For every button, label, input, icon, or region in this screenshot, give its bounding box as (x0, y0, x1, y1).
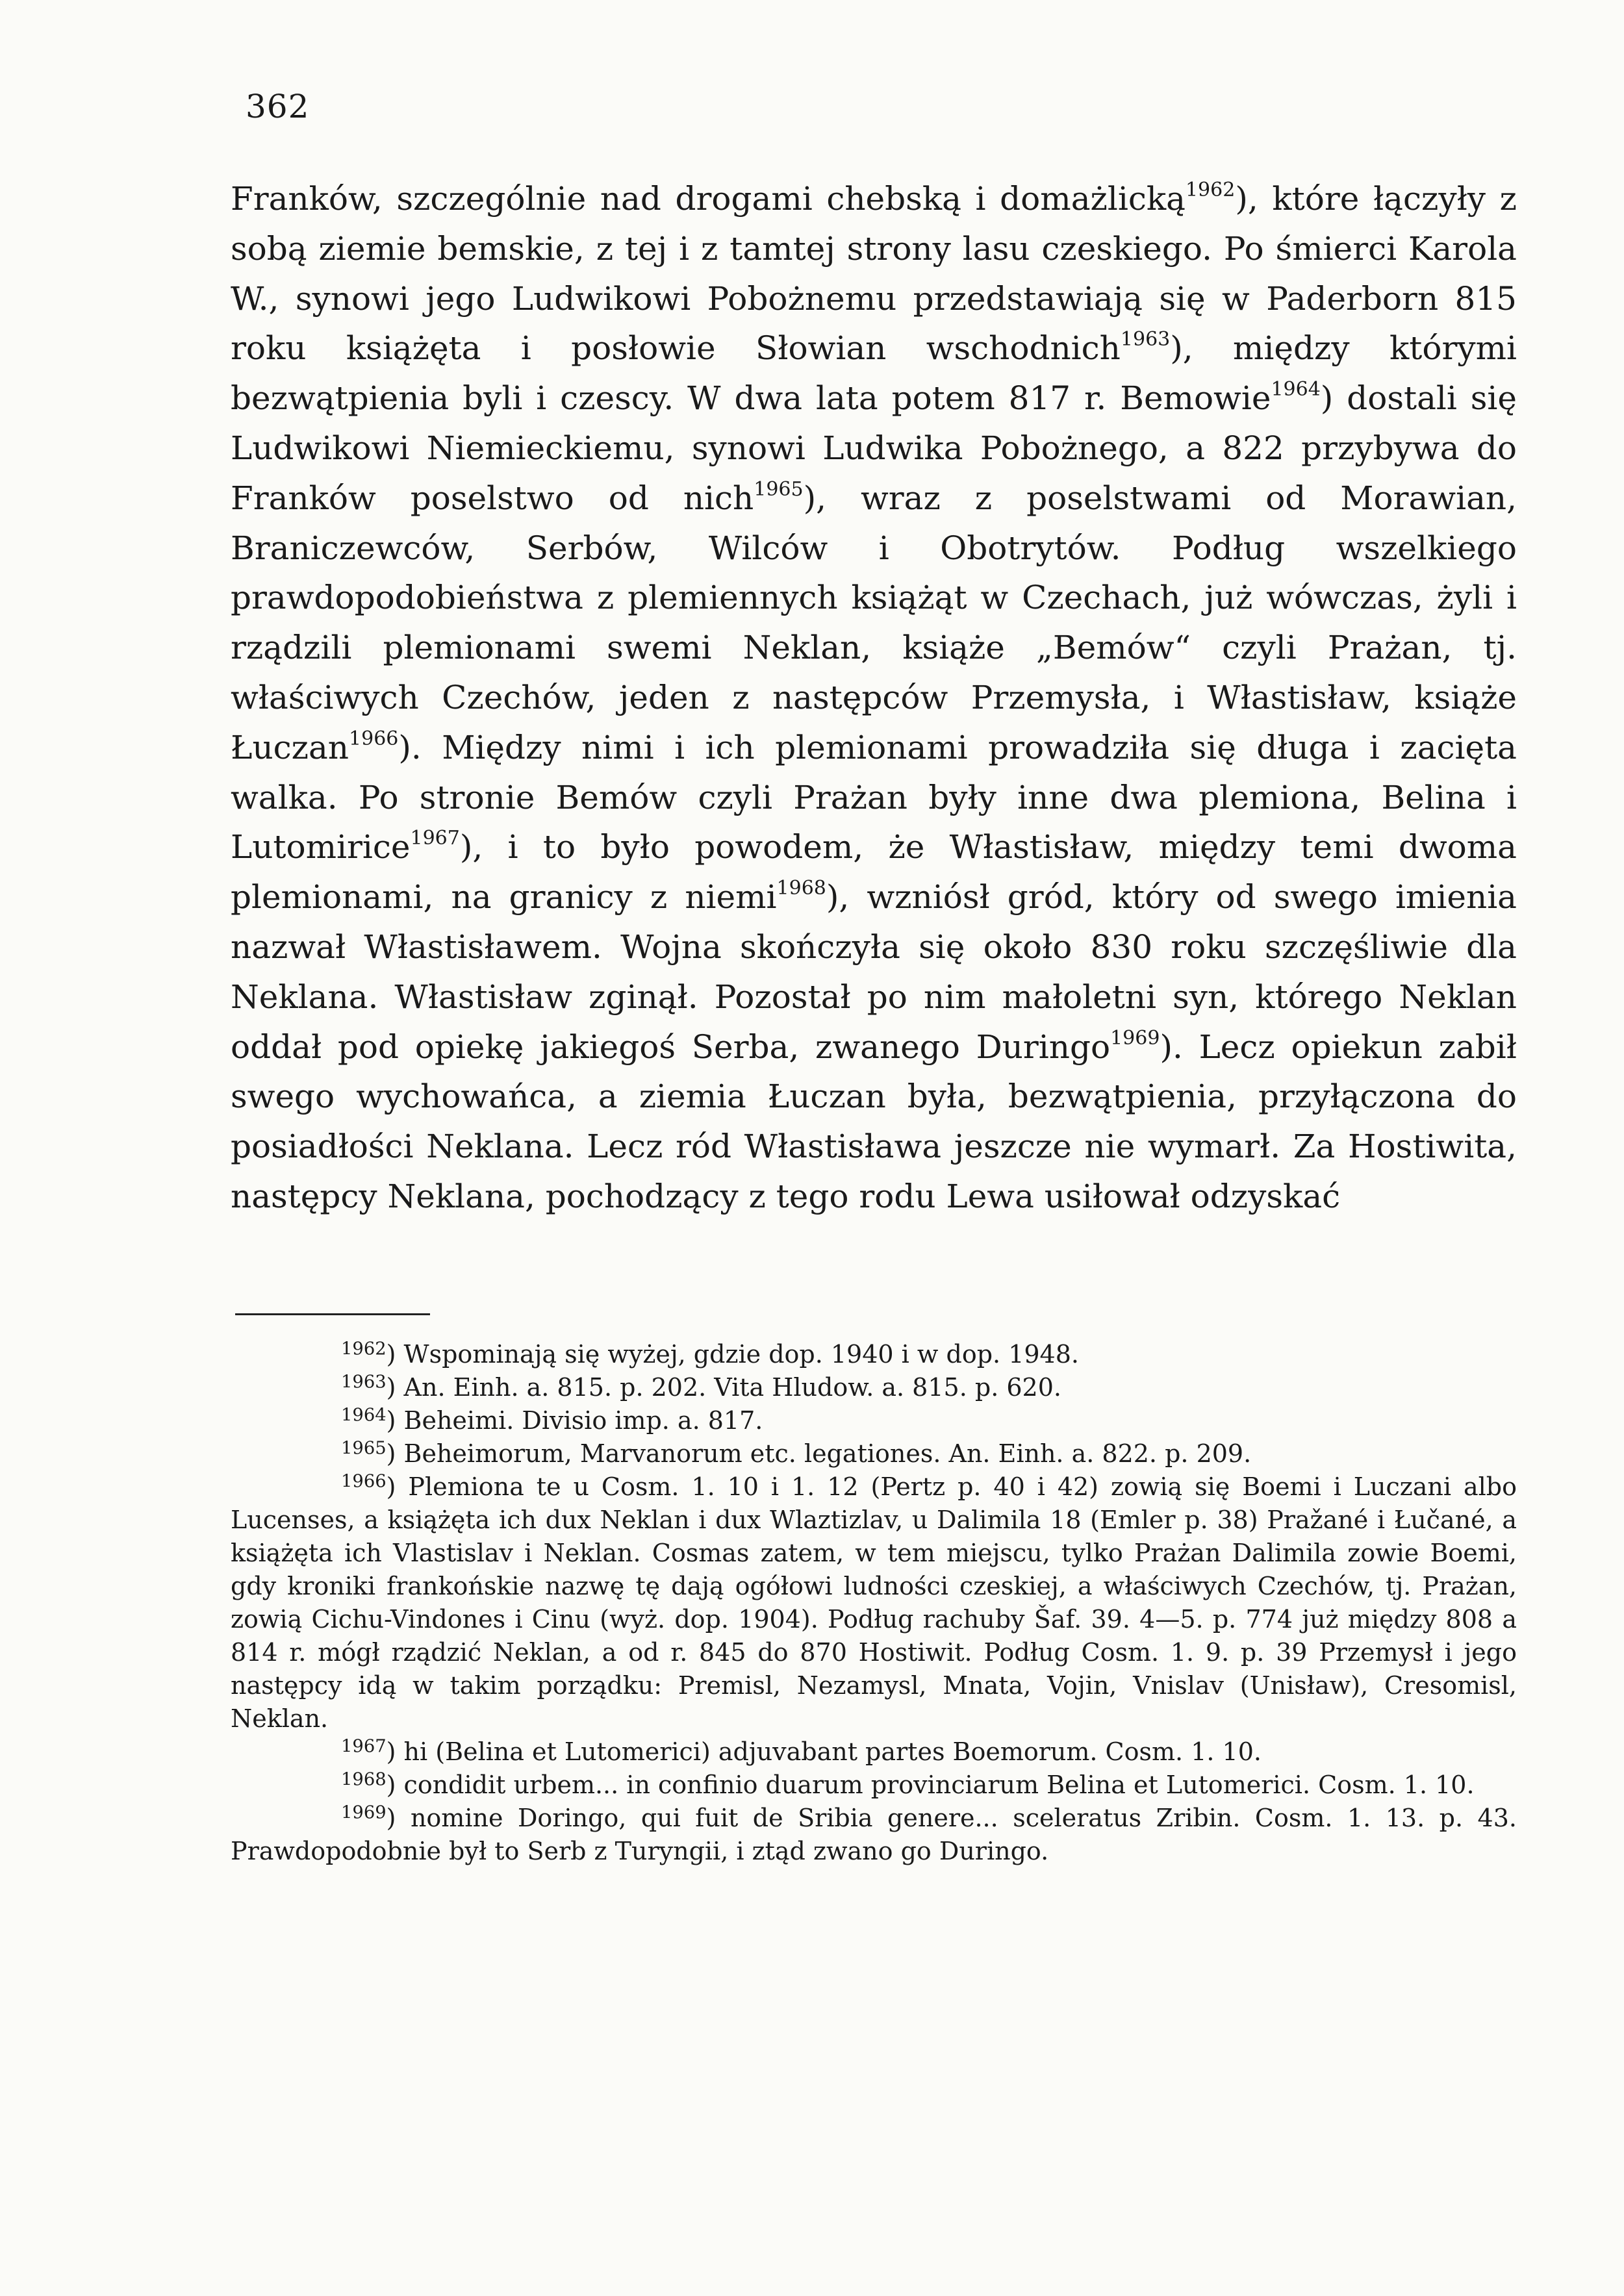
page-number: 362 (246, 88, 310, 125)
footnote-ref: 1967 (410, 827, 460, 850)
footnote-divider (235, 1313, 430, 1315)
footnote-1964: $^{1964}$) Beheimi. Divisio imp. a. 817. (341, 1405, 763, 1435)
footnote-1966: $^{1966}$) Plemiona te u Cosm. 1. 10 i 1. 12 (Pertz p. 40 i 42) zowią się Boemi i Luczani albo Lucenses, a książęta ich dux Neklan i dux Wlaztizlav, u Dalimila 18 (Emler p. 38) Pražané i Łučané, a książęta ich Vlastislav i Neklan. Cosmas zatem, w tem miejscu, tylko Prażan Dalimila zowie Boemi, gdy kroniki frankońskie nazwę tę dają ogółowi ludności czeskiej, a właściwych Czechów, tj. Prażan, zowią Cichu-Vindones i Cinu (wyż. dop. 1904). Podług rachuby Šaf. 39. 4—5. p. 774 już między 808 a 814 r. mógł rządzić Neklan, a od r. 845 do 870 Hostiwit. Podług Cosm. 1. 9. p. 39 Przemysł i jego następcy idą w takim porządku: Premisl, Nezamysl, Mnata, Vojin, Vnislav (Unisław), Cresomisl, Neklan. (231, 1471, 1517, 1733)
footnote-1968: $^{1968}$) condidit urbem... in confinio duarum provinciarum Belina et Lutomerici. Cosm. 1. 10. (341, 1769, 1475, 1799)
footnote-1965: $^{1965}$) Beheimorum, Marvanorum etc. legationes. An. Einh. a. 822. p. 209. (341, 1438, 1252, 1468)
footnote-ref: 1966 (349, 727, 399, 750)
main-text (231, 174, 1517, 1222)
footnote-ref: 1962 (1185, 179, 1236, 201)
footnote-ref: 1968 (776, 877, 826, 900)
body-paragraph: Franków, szczególnie nad drogami chebską i domażlicką$^{1962}$), które łączyły z sobą ziemie bemskie, z tej i z tamtej strony lasu czeskiego. Po śmierci Karola W., synowi jego Ludwikowi Pobożnemu przedstawiają się w Paderborn 815 roku książęta i posłowie Słowian wschodnich$^{1963}$), między którymi bezwątpienia byli i czescy. W dwa lata potem 817 r. Bemowie$^{1964}$) dostali się Ludwikowi Niemieckiemu, synowi Ludwika Pobożnego, a 822 przybywa do Franków poselstwo od nich$^{1965}$), wraz z poselstwami od Morawian, Braniczewców, Serbów, Wilców i Obotrytów. Podług wszelkiego prawdopodobieństwa z plemiennych książąt w Czechach, już wówczas, żyli i rządzili plemionami swemi Neklan, książe „Bemów“ czyli Prażan, tj. właściwych Czechów, jeden z następców Przemysła, i Włastisław, książe Łuczan$^{1966}$). Między nimi i ich plemionami prowadziła się długa i zacięta walka. Po stronie Bemów czyli Prażan były inne dwa plemiona, Belina i Lutomirice$^{1967}$), i to było powodem, że Włastisław, między temi dwoma plemionami, na granicy z niemi$^{1968}$), wzniósł gród, który od swego imienia nazwał Włastisławem. Wojna skończyła się około 830 roku szczęśliwie dla Neklana. Włastisław zginął. Pozostał po nim małoletni syn, którego Neklan oddał pod opiekę jakiegoś Serba, zwanego Duringo$^{1969}$). Lecz opiekun zabił swego wychowańca, a ziemia Łuczan była, bezwątpienia, przyłączona do posiadłości Neklana. Lecz ród Włastisława jeszcze nie wymarł. Za Hostiwita, następcy Neklana, pochodzący z tego rodu Lewa usiłował odzyskać (231, 179, 1517, 1215)
footnote-ref: 1965 (754, 477, 804, 501)
footnotes (231, 1338, 1517, 1868)
footnote-ref: 1964 (1271, 378, 1321, 401)
footnote-ref: 1969 (1110, 1026, 1160, 1050)
footnote-1967: $^{1967}$) hi (Belina et Lutomerici) adjuvabant partes Boemorum. Cosm. 1. 10. (341, 1736, 1262, 1766)
footnote-ref: 1963 (1120, 328, 1171, 351)
footnote-1969: $^{1969}$) nomine Doringo, qui fuit de Sribia genere... sceleratus Zribin. Cosm. 1. 13. p. 43. Prawdopodobnie był to Serb z Turyngii, i ztąd zwano go Duringo. (231, 1802, 1517, 1865)
footnote-1963: $^{1963}$) An. Einh. a. 815. p. 202. Vita Hludow. a. 815. p. 620. (341, 1372, 1061, 1402)
footnote-1962: $^{1962}$) Wspominają się wyżej, gdzie dop. 1940 i w dop. 1948. (341, 1339, 1079, 1369)
